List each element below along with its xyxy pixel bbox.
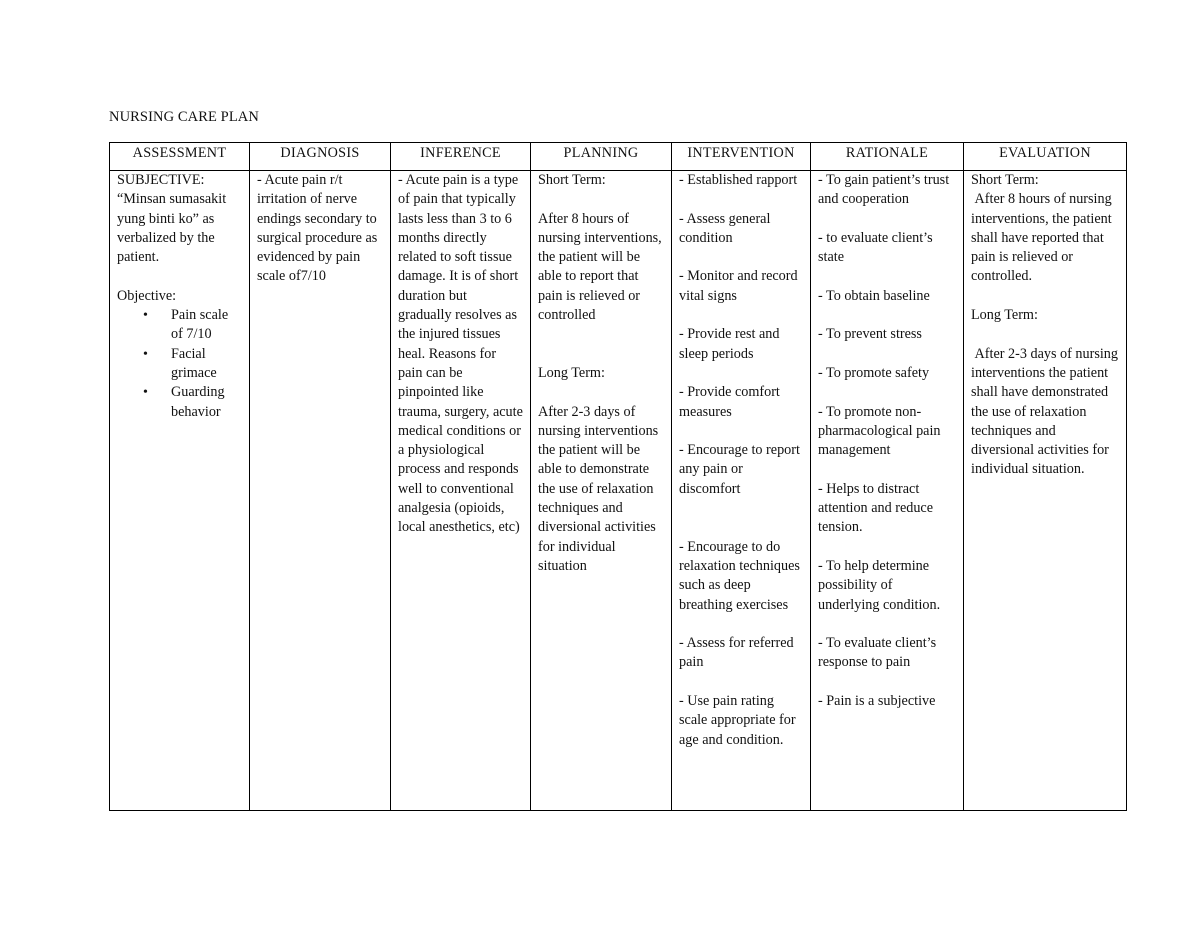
rationale-item: - To obtain baseline — [818, 287, 930, 304]
diagnosis-cell — [250, 171, 391, 811]
objective-item: • Guarding behavior — [171, 383, 242, 422]
intervention-item: - Use pain rating scale appropriate for age and condition. — [679, 693, 796, 748]
subjective-label: SUBJECTIVE: — [117, 172, 205, 188]
rationale-item: - To prevent stress — [818, 326, 922, 343]
nursing-care-plan-table — [109, 142, 1127, 811]
inference-text: - Acute pain is a type of pain that typically lasts less than 3 to 6 months directly related to soft tissue damage. It is of short duration but gradually resolves as the injured tissues heal. Reasons for pain can be pinpointed like trauma, surgery, acute medical conditions or a physiological process and responds well to conventional analgesia (opioids, local anesthetics, etc) — [398, 172, 523, 536]
rationale-item: - To promote safety — [818, 364, 930, 381]
objective-label: Objective: — [117, 287, 177, 304]
rationale-item: - Pain is a subjective — [818, 693, 936, 710]
header-row — [110, 143, 1127, 171]
intervention-item: - Established rapport — [679, 172, 798, 188]
assessment-cell — [110, 171, 250, 811]
planning-long-label: Long Term: — [538, 364, 605, 381]
intervention-item: - Provide comfort measures — [679, 384, 780, 420]
evaluation-short-label: Short Term: — [971, 172, 1039, 188]
rationale-item: - Helps to distract attention and reduce tension. — [818, 480, 934, 536]
header-inference: INFERENCE — [391, 143, 531, 171]
planning-long-text: After 2-3 days of nursing interventions the patient will be able to demonstrate the use of relaxation techniques and diversional activities for individual situation — [538, 403, 659, 574]
rationale-item: - To gain patient’s trust and cooperation — [818, 172, 950, 208]
intervention-item: - Encourage to report any pain or discomfort — [679, 442, 800, 497]
objective-item: • Pain scale of 7/10 — [171, 306, 242, 345]
planning-short-label: Short Term: — [538, 172, 606, 188]
evaluation-long-label: Long Term: — [971, 307, 1038, 324]
subjective-text: “Minsan sumasakit yung binti ko” as verbalized by the patient. — [117, 191, 227, 266]
rationale-item: - To evaluate client’s response to pain — [818, 635, 937, 671]
evaluation-cell — [964, 171, 1127, 811]
intervention-item: - Encourage to do relaxation techniques such as deep breathing exercises — [679, 538, 800, 613]
header-diagnosis: DIAGNOSIS — [250, 143, 391, 171]
diagnosis-text: - Acute pain r/t irritation of nerve endings secondary to surgical procedure as evidenced by pain scale of7/10 — [257, 172, 378, 285]
document-title: NURSING CARE PLAN — [109, 109, 259, 125]
header-intervention: INTERVENTION — [672, 143, 811, 171]
header-evaluation: EVALUATION — [964, 143, 1127, 171]
header-planning: PLANNING — [531, 143, 672, 171]
evaluation-short-text: After 8 hours of nursing interventions, the patient shall have reported that pain is relieved or controlled. — [971, 191, 1116, 285]
rationale-cell — [811, 171, 964, 811]
rationale-item: - To help determine possibility of underlying condition. — [818, 557, 941, 613]
evaluation-long-text: After 2-3 days of nursing interventions the patient shall have demonstrated the use of relaxation techniques and diversional activities for individual situation. — [971, 345, 1122, 478]
header-rationale: RATIONALE — [811, 143, 964, 171]
inference-cell — [391, 171, 531, 811]
rationale-item: - to evaluate client’s state — [818, 229, 933, 266]
content-row — [110, 171, 1127, 811]
rationale-item: - To promote non-pharmacological pain management — [818, 403, 941, 459]
objective-item: • Facial grimace — [171, 345, 242, 384]
header-assessment: ASSESSMENT — [110, 143, 250, 171]
intervention-item: - Assess for referred pain — [679, 635, 794, 671]
intervention-item: - Assess general condition — [679, 210, 771, 246]
intervention-item: - Monitor and record vital signs — [679, 268, 798, 304]
planning-cell — [531, 171, 672, 811]
objective-list — [117, 306, 242, 422]
planning-short-text: After 8 hours of nursing interventions, the patient will be able to report that pain is relieved or controlled — [538, 210, 662, 324]
intervention-item: - Provide rest and sleep periods — [679, 326, 780, 362]
intervention-cell — [672, 171, 811, 811]
